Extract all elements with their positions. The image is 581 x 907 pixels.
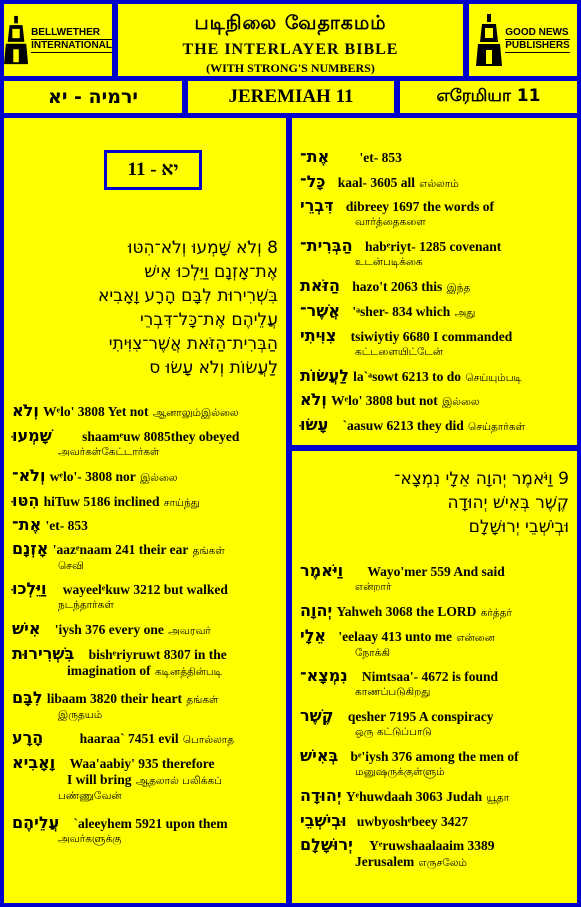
hebrew-word: כָּל־	[300, 172, 326, 191]
tamil-gloss: ஆனாலும்இல்லை	[152, 407, 239, 419]
hebrew-word: וַיֵּלְכוּ	[12, 579, 47, 598]
hebrew-word: בְּאִישׁ	[300, 746, 339, 765]
hebrew-word: וַיֹּאמֶר	[300, 561, 344, 580]
chapter-badge: יא - 11	[104, 150, 202, 190]
verse-line: עֲלֵיהֶם אֶת־כָּל־דִּבְרֵי	[139, 310, 278, 330]
gloss: Wᵉlo' 3808 but not	[331, 393, 438, 408]
book-english-box	[188, 81, 394, 113]
hebrew-word: אִישׁ	[12, 619, 41, 638]
tamil-gloss: மனுஷருக்குள்ளும்	[355, 766, 445, 778]
list-item	[12, 730, 278, 748]
gloss: shaamᵉuw 8085they obeyed	[82, 429, 240, 444]
book-hebrew: ירמיה - יא	[48, 86, 138, 108]
list-item	[12, 468, 278, 486]
gloss: wayeelᵉkuw 3212 but walked	[62, 582, 228, 597]
list-item	[300, 417, 569, 435]
left-logo-box	[4, 4, 112, 76]
gloss: hiTuw 5186 inclined	[43, 494, 160, 509]
list-item	[300, 174, 569, 192]
hebrew-word: וּבְיֹשְׁבֵי	[300, 811, 347, 830]
tamil-gloss: நடந்தார்கள்	[58, 599, 114, 611]
tamil-gloss: கர்த்தர்	[480, 607, 513, 619]
hebrew-word: יְרוּשָׁלִָם	[300, 835, 353, 854]
verse-line: 9 וַיֹּאמֶר יְהוָה אֵלָי נִמְצָא־	[394, 469, 569, 489]
list-item	[12, 403, 278, 421]
gloss: bᵉ'iysh 376 among the men of	[350, 749, 519, 764]
list-item	[300, 198, 569, 230]
left-logo-line1: BELLWETHER	[31, 27, 112, 40]
verse-line: קֶשֶׁר בְּאִישׁ יְהוּדָה	[447, 493, 569, 513]
right-bottom-panel	[292, 451, 577, 903]
list-item	[300, 563, 569, 595]
tamil-gloss: தங்கள்	[186, 694, 219, 706]
tamil-gloss: தங்கள்	[192, 545, 225, 557]
hebrew-word: אֲשֶׁר־	[300, 301, 341, 320]
hebrew-word: הִטּוּ	[12, 491, 40, 510]
gloss: habᵉriyt- 1285 covenant	[364, 239, 502, 254]
tamil-gloss: செய்யும்படி	[465, 372, 522, 384]
list-item	[12, 755, 278, 804]
list-item	[12, 517, 278, 534]
hebrew-word: לִבָּם	[12, 688, 43, 707]
right-logo-line2: PUBLISHERS	[505, 40, 570, 51]
hebrew-word: וְלֹא	[12, 401, 39, 420]
list-item	[12, 646, 278, 680]
verse-line: 8 וְלֹא שָׁמְעוּ וְלֹא־הִטּוּ	[127, 238, 278, 258]
gloss: bishᵉriyruwt 8307 in the	[88, 647, 227, 662]
list-item	[12, 541, 278, 574]
list-item	[300, 628, 569, 661]
list-item	[12, 690, 278, 723]
hebrew-word: וְלֹא־	[12, 466, 46, 485]
verse-8-hebrew	[98, 236, 278, 380]
gloss: `aleeyhem 5921 upon them	[73, 816, 228, 831]
gloss: qesher 7195 A conspiracy	[347, 709, 494, 724]
tamil-gloss: இல்லை	[442, 396, 480, 408]
list-item	[300, 278, 569, 296]
gloss: 'ᵃsher- 834 which	[352, 304, 451, 319]
bellwether-logo	[4, 4, 112, 76]
gloss: `aasuw 6213 they did	[342, 418, 464, 433]
tamil-gloss: இந்த	[446, 282, 471, 294]
tamil-gloss: செய்தார்கள்	[468, 421, 526, 433]
gloss: wᵉlo'- 3808 nor	[49, 469, 136, 484]
hebrew-word: הָרָע	[12, 728, 44, 747]
list-item	[300, 238, 569, 270]
tamil-gloss-2: செவி	[58, 560, 84, 572]
tamil-gloss: பொல்லாத	[182, 734, 235, 746]
gloss: hazo't 2063 this	[352, 279, 443, 294]
verse-line: הַבְּרִית־הַזֹּאת אֲשֶׁר־צִוִּיתִי	[108, 334, 278, 354]
gloss: Yᵉhuwdaah 3063 Judah	[345, 789, 483, 804]
gloss: dibreey 1697 the words of	[345, 199, 495, 214]
gloss: Yahweh 3068 the LORD	[336, 604, 477, 619]
hebrew-word: אֶת־	[12, 515, 42, 534]
gloss: Wayo'mer 559 And said	[367, 564, 505, 579]
hebrew-word: לַעֲשׂוֹת	[300, 366, 349, 385]
gloss: la`ᵃsowt 6213 to do	[353, 369, 461, 384]
verse-line: לַעֲשׂוֹת וְלֹא עָשׂוּ ס	[149, 358, 278, 378]
gloss-2: Jerusalem	[355, 854, 415, 869]
tamil-gloss: என்னை	[456, 632, 495, 644]
tamil-gloss-2: நோக்கி	[355, 647, 390, 659]
gloss: 'aazᵉnaam 241 their ear	[52, 542, 189, 557]
hebrew-word: נִמְצָא־	[300, 666, 348, 685]
tamil-gloss-3: பண்ணுவேன்	[58, 790, 122, 802]
hebrew-word: הַזֹּאת	[300, 276, 340, 295]
tamil-gloss: என்றார்	[355, 581, 392, 593]
gloss: 'et- 853	[45, 518, 88, 533]
tamil-gloss: அவர்கள்கேட்டார்கள்	[58, 446, 160, 458]
gloss: Wᵉlo' 3808 Yet not	[43, 404, 149, 419]
list-item	[12, 621, 278, 639]
title-box	[118, 4, 463, 76]
tamil-gloss: அவர்களுக்கு	[58, 833, 122, 845]
bell-tower-icon	[4, 12, 28, 68]
tamil-gloss-2: இருதயம்	[58, 709, 103, 721]
hebrew-word: אֵלָי	[300, 626, 327, 645]
tamil-gloss: காணப்படுகிறது	[355, 686, 431, 698]
tamil-gloss: ஆதலால் பலிக்கப்	[135, 775, 222, 787]
list-item	[300, 668, 569, 700]
tamil-gloss: அது	[454, 307, 476, 319]
list-item	[12, 493, 278, 511]
list-item	[300, 149, 569, 166]
hebrew-word: אָזְנָם	[12, 539, 49, 558]
hebrew-word: וָאָבִיא	[12, 753, 56, 772]
tamil-gloss: ஒரு கட்டுப்பாடு	[355, 726, 432, 738]
list-item	[300, 813, 569, 830]
gloss-2: imagination of	[67, 663, 151, 678]
list-item	[300, 788, 569, 806]
gloss: Waa'aabiy' 935 therefore	[69, 756, 215, 771]
tamil-gloss: சாய்ந்து	[163, 497, 200, 509]
left-panel	[4, 118, 286, 903]
list-item	[300, 708, 569, 740]
hebrew-word: דִּבְרֵי	[300, 196, 334, 215]
good-news-logo	[469, 4, 577, 76]
gloss: haaraa` 7451 evil	[79, 731, 179, 746]
book-english: JEREMIAH 11	[228, 86, 354, 107]
verse-9-hebrew	[394, 467, 569, 539]
gloss-2: I will bring	[67, 772, 132, 787]
tamil-gloss: எல்லாம்	[419, 178, 459, 190]
tamil-gloss: இல்லை	[140, 472, 178, 484]
list-item	[300, 392, 569, 410]
list-item	[300, 328, 569, 360]
gloss: Nimtsaa'- 4672 is found	[361, 669, 498, 684]
tamil-gloss: கடினத்தின்படி	[154, 666, 222, 678]
list-item	[300, 603, 569, 621]
gloss: 'iysh 376 every one	[54, 622, 164, 637]
book-tamil-box	[400, 81, 577, 113]
title-english: THE INTERLAYER BIBLE	[182, 41, 399, 58]
list-item	[300, 837, 569, 871]
right-top-panel	[292, 118, 577, 445]
bell-tower-icon	[476, 12, 502, 68]
gloss: 'et- 853	[359, 150, 402, 165]
hebrew-word: וְלֹא	[300, 390, 327, 409]
list-item	[12, 581, 278, 613]
tamil-gloss: அவரவர்	[168, 625, 211, 637]
tamil-gloss: எருசலேம்	[418, 857, 467, 869]
verse-line: בִּשְׁרִירוּת לִבָּם הָרָע וָאָבִיא	[98, 286, 278, 306]
hebrew-word: שָׁמְעוּ	[12, 426, 52, 445]
gloss: tsiwiytiy 6680 I commanded	[350, 329, 513, 344]
list-item	[300, 748, 569, 780]
hebrew-word: אֶת־	[300, 147, 330, 166]
gloss: libaam 3820 their heart	[46, 691, 182, 706]
tamil-gloss: கட்டளையிட்டேன்	[355, 346, 443, 358]
book-hebrew-box	[4, 81, 182, 113]
gloss: 'eelaay 413 unto me	[338, 629, 452, 644]
tamil-gloss: யூதா	[486, 792, 510, 804]
title-tamil: படிநிலை வேதாகமம்	[194, 12, 387, 34]
gloss: kaal- 3605 all	[337, 175, 415, 190]
verse-line: וּבְיֹשְׁבֵי יְרוּשָׁלִָם	[468, 517, 569, 537]
left-logo-line2: INTERNATIONAL	[31, 40, 112, 51]
hebrew-word: קֶשֶׁר	[300, 706, 334, 725]
list-item	[300, 368, 569, 386]
list-item	[12, 815, 278, 847]
gloss: uwbyoshᵉbeey 3427	[356, 814, 468, 829]
hebrew-word: יְהוּדָה	[300, 786, 342, 805]
list-item	[300, 303, 569, 321]
subtitle: (WITH STRONG'S NUMBERS)	[206, 61, 375, 75]
tamil-gloss: வார்த்தைகளை	[355, 216, 426, 228]
hebrew-word: עֲלֵיהֶם	[12, 813, 60, 832]
verse-line: אֶת־אָזְנָם וַיֵּלְכוּ אִישׁ	[144, 262, 278, 282]
list-item	[12, 428, 278, 460]
tamil-gloss: உடன்படிக்கை	[355, 256, 423, 268]
gloss: Yᵉruwshaalaaim 3389	[369, 838, 495, 853]
hebrew-word: הַבְּרִית־	[300, 236, 353, 255]
hebrew-word: יְהוָה	[300, 601, 333, 620]
hebrew-word: צִוִּיתִי	[300, 326, 337, 345]
book-tamil: எரேமியா 11	[436, 86, 541, 106]
right-logo-box	[469, 4, 577, 76]
hebrew-word: בִּשְׁרִירוּת	[12, 644, 75, 663]
hebrew-word: עָשׂוּ	[300, 415, 329, 434]
right-logo-line1: GOOD NEWS	[505, 27, 569, 38]
